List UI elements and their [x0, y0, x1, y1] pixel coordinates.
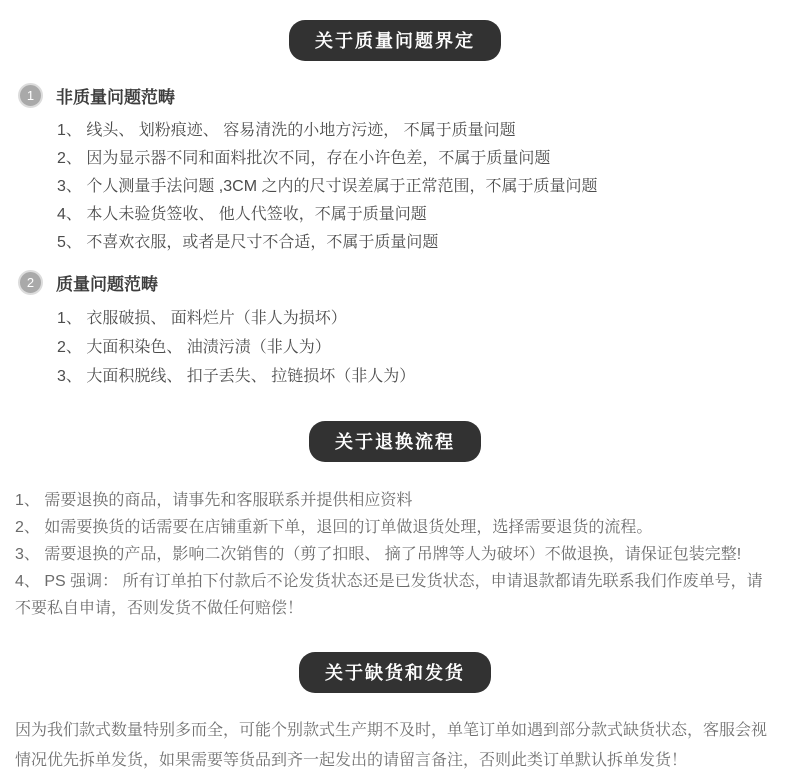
quality-issues-list	[57, 304, 790, 391]
number-badge-2: 2	[18, 270, 43, 295]
returns-list	[15, 487, 776, 622]
list-item: 1、 需要退换的商品，请事先和客服联系并提供相应资料	[15, 492, 413, 509]
quality-issues-group	[0, 270, 790, 391]
list-item: 4、 本人未验货签收、 他人代签收，不属于质量问题	[57, 206, 427, 223]
section-header-returns-label: 关于退换流程	[335, 432, 455, 452]
section-header-shipping-label: 关于缺货和发货	[325, 663, 465, 683]
list-item: 2、 因为显示器不同和面料批次不同，存在小许色差，不属于质量问题	[57, 150, 551, 167]
quality-issues-title: 质量问题范畴	[56, 275, 158, 294]
list-item: 3、 大面积脱线、 扣子丢失、 拉链损坏（非人为）	[57, 368, 416, 385]
list-item: 5、 不喜欢衣服，或者是尺寸不合适，不属于质量问题	[57, 234, 439, 251]
number-badge-1: 1	[18, 83, 43, 108]
section-header-quality-label: 关于质量问题界定	[315, 31, 475, 51]
shipping-paragraph: 因为我们款式数量特别多而全，可能个别款式生产期不及时，单笔订单如遇到部分款式缺货状态，客服会视情况优先拆单发货，如果需要等货品到齐一起发出的请留言备注，否则此类订单默认拆单发货！	[15, 722, 768, 769]
policy-page	[0, 20, 790, 769]
list-item: 1、 线头、 划粉痕迹、 容易清洗的小地方污迹， 不属于质量问题	[57, 122, 516, 139]
quality-issues-heading	[18, 270, 790, 295]
section-header-shipping	[299, 652, 491, 693]
non-quality-issues-group	[0, 83, 790, 257]
list-item: 1、 衣服破损、 面料烂片（非人为损坏）	[57, 310, 347, 327]
list-item: 2、 如需要换货的话需要在店铺重新下单，退回的订单做退货处理，选择需要退货的流程。	[15, 519, 653, 536]
non-quality-issues-list	[57, 117, 790, 257]
list-item: 3、 需要退换的产品，影响二次销售的（剪了扣眼、 摘了吊牌等人为破坏）不做退换，请保证包装完整!	[15, 546, 742, 563]
list-item: 2、 大面积染色、 油渍污渍（非人为）	[57, 339, 331, 356]
list-item: 4、 PS 强调： 所有订单拍下付款后不论发货状态还是已发货状态，申请退款都请先联系我们作废单号，请不要私自申请，否则发货不做任何赔偿！	[15, 573, 763, 617]
section-header-returns	[309, 421, 481, 462]
section-header-quality	[289, 20, 501, 61]
list-item: 3、 个人测量手法问题 ,3CM 之内的尺寸误差属于正常范围，不属于质量问题	[57, 178, 598, 195]
non-quality-issues-title: 非质量问题范畴	[56, 88, 175, 107]
non-quality-issues-heading	[18, 83, 790, 108]
